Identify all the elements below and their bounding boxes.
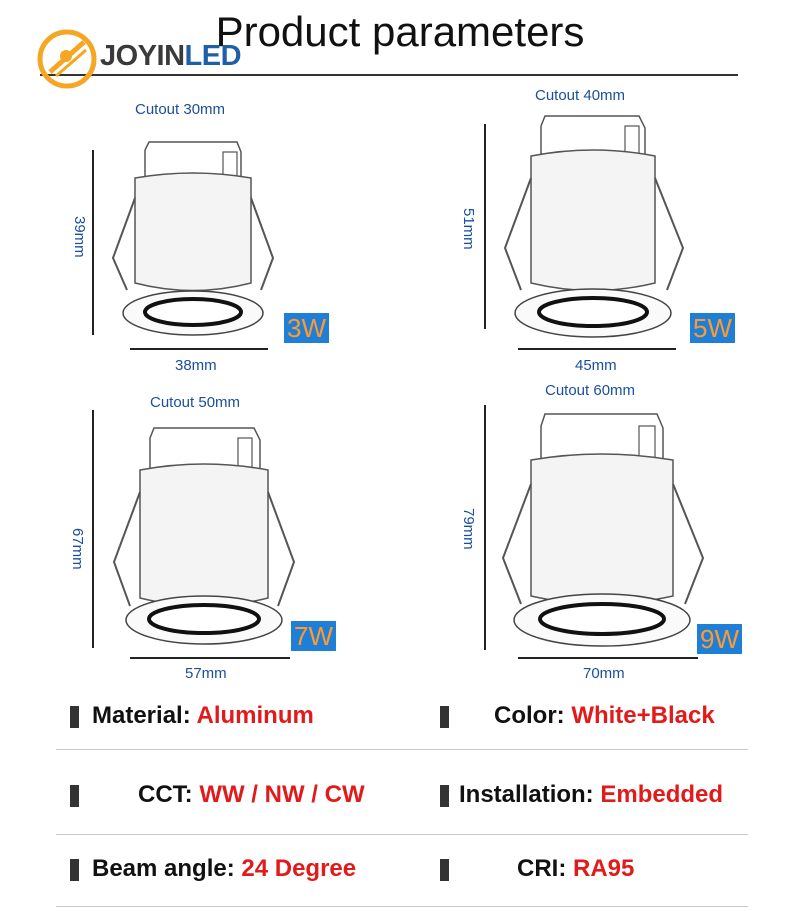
- spec-divider: [56, 906, 748, 907]
- spec-material: [92, 702, 314, 730]
- spec-value: RA95: [573, 855, 635, 882]
- spec-label: CCT:: [138, 781, 193, 808]
- spec-value: WW / NW / CW: [199, 781, 365, 808]
- spec-label: Beam angle:: [92, 855, 235, 882]
- spec-value: 24 Degree: [241, 855, 357, 882]
- width-dimension-line: [130, 348, 268, 350]
- spec-label: Color:: [494, 702, 565, 729]
- spec-beam-angle: [92, 855, 356, 883]
- brand-name-dark: JOYIN: [100, 40, 185, 72]
- cutout-label: Cutout 60mm: [545, 382, 636, 399]
- spec-bullet-icon: [440, 706, 449, 728]
- page-title: Product parameters: [215, 8, 585, 55]
- power-badge: 9W: [697, 624, 742, 654]
- spec-value: White+Black: [571, 702, 715, 729]
- width-dimension-line: [518, 657, 698, 659]
- width-label: 45mm: [575, 357, 617, 374]
- spec-value: Aluminum: [196, 702, 314, 729]
- height-dimension-line: [484, 124, 486, 329]
- title-underline: [40, 74, 738, 76]
- spec-label: Material:: [92, 702, 191, 729]
- downlight-drawing: [104, 420, 304, 652]
- brand-name-blue: LED: [184, 40, 242, 72]
- brand-logo-text: [100, 40, 241, 73]
- cutout-label: Cutout 30mm: [135, 101, 226, 118]
- power-badge: 3W: [284, 313, 329, 343]
- downlight-drawing: [105, 138, 285, 343]
- power-badge: 7W: [291, 621, 336, 651]
- spec-value: Embedded: [600, 781, 724, 808]
- cutout-label: Cutout 50mm: [150, 394, 241, 411]
- width-label: 70mm: [583, 665, 625, 682]
- height-label: 51mm: [460, 208, 477, 250]
- height-label: 39mm: [71, 216, 88, 258]
- spec-bullet-icon: [440, 785, 449, 807]
- downlight-drawing: [495, 108, 695, 343]
- spec-installation: [459, 781, 723, 809]
- width-dimension-line: [130, 657, 290, 659]
- height-dimension-line: [92, 150, 94, 335]
- spec-bullet-icon: [70, 785, 79, 807]
- width-dimension-line: [518, 348, 676, 350]
- spec-divider: [56, 834, 748, 835]
- spec-cct: [138, 781, 365, 809]
- cutout-label: Cutout 40mm: [535, 87, 626, 104]
- height-label: 67mm: [69, 528, 86, 570]
- spec-label: CRI:: [517, 855, 567, 882]
- power-badge: 5W: [690, 313, 735, 343]
- downlight-drawing: [497, 408, 717, 654]
- sun-swirl-logo-icon: [36, 28, 98, 90]
- spec-bullet-icon: [70, 706, 79, 728]
- height-label: 79mm: [460, 508, 477, 550]
- spec-cri: [517, 855, 634, 883]
- width-label: 38mm: [175, 357, 217, 374]
- width-label: 57mm: [185, 665, 227, 682]
- height-dimension-line: [484, 405, 486, 650]
- spec-color: [494, 702, 715, 730]
- spec-label: Installation:: [459, 781, 594, 808]
- spec-bullet-icon: [440, 859, 449, 881]
- spec-bullet-icon: [70, 859, 79, 881]
- height-dimension-line: [92, 410, 94, 648]
- spec-divider: [56, 749, 748, 750]
